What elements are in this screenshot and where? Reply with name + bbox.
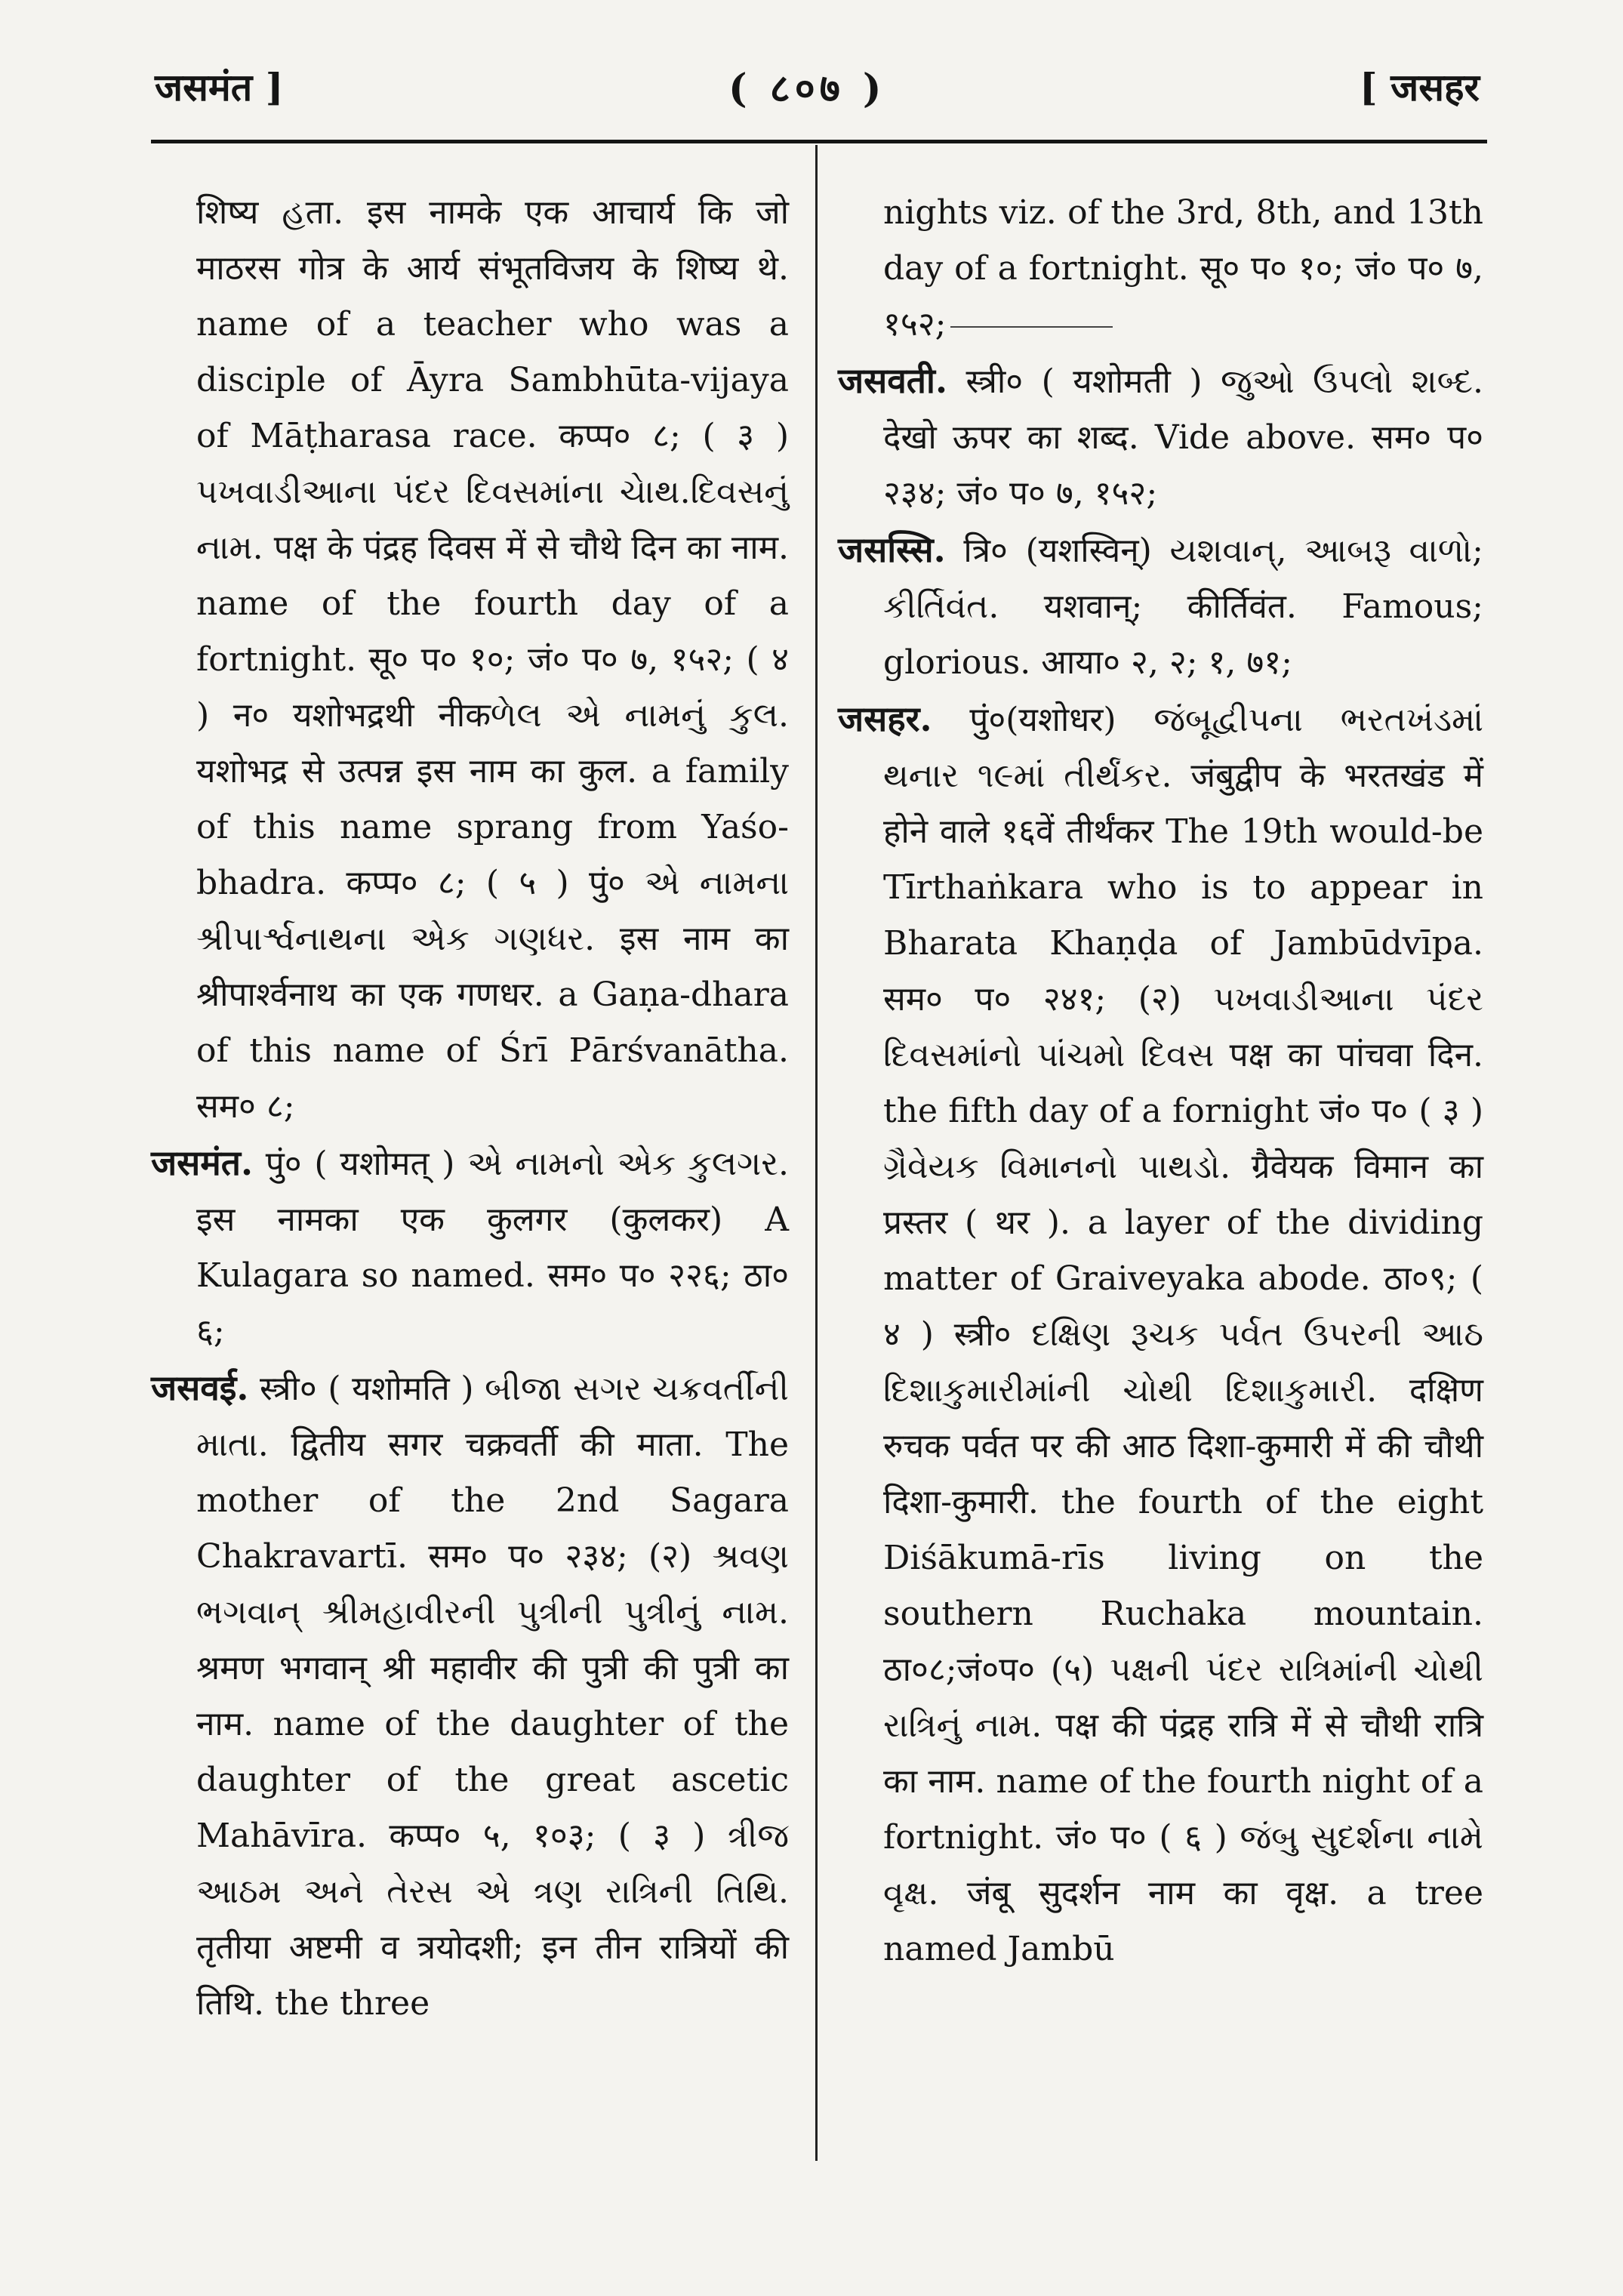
entry-jasamant [151,1135,789,1360]
entry-jasavati [838,353,1483,522]
entry-text: पुं०(यशोधर) જંબૂદ્વીપના ભરતખંડમાં થનાર ૧૯માં તીર્થંકર. जंबुद्वीप के भरतखंड में होने वाले १६वें तीर्थंकर The 19th would-be Tīrthaṅkara who is to appear in Bharata Khaṇḍa of Jambūdvīpa. सम० प० २४१; (२) પખવાડીઆના પંદર દિવસમાંનો પાંચમો દિવસ पक्ष का पांचवा दिन. the fifth day of a fornight जं० प० ( ३ ) ગ્રૈવેયક વિમાનનો પાથડો. ग्रैवेयक विमान का प्रस्तर ( थर ). a layer of the dividing matter of Graiveyaka abode. ठा०९; ( ४ ) स्त्री० દક્ષિણ રૂચક પર્વત ઉપરની આઠ દિશાકુમારીમાંની ચોથી દિશાકુમારી. दक्षिण रुचक पर्वत पर की आठ दिशा-कुमारी में की चौथी दिशा-कुमारी. the fourth of the eight Diśākumā-rīs living on the southern Ruchaka mountain. ठा०८;जं०प० (५) પક્ષની પંદર રાત્રિમાંની ચોથી રાત્રિનું નામ. पक्ष की पंद्रह रात्रि में से चौथी रात्रि का नाम. name of the fourth night of a fortnight. जं० प० ( ६ ) જંબુ સુદર્શના નામે વૃક્ષ. जंबू सुदर्शन नाम का वृक्ष. a tree named Jambū [883,701,1483,1968]
header-left-guideword: जसमंत ] [155,65,284,109]
page-header [155,45,1480,128]
header-rule [151,140,1487,143]
entry-jasahar [838,691,1483,1977]
entry-headword: जसहर. [838,698,932,739]
entry-headword: जसमंत. [151,1142,253,1183]
entry-text: शिष्य હता. इस नामके एक आचार्य कि जो माठरस गोत्र के आर्य संभूतविजय के शिष्य थे. name of a teacher who was a disciple of Āyra Sambhūta-vijaya of Māṭharasa race. कप्प० ८; ( ३ ) પખવાડીઆના પંદર દિવસમાંના ચેાથ.દિવસનું નામ. पक्ष के पंद्रह दिवस में से चौथे दिन का नाम. name of the fourth day of a fortnight. सू० प० १०; जं० प० ७, १५२; ( ४ ) न० यशोभद्रथी नीकળેલ એ નામનું કુલ. यशोभद्र से उत्पन्न इस नाम का कुल. a family of this name sprang from Yaśo-bhadra. कप्प० ८; ( ५ ) पुं० એ નામના શ્રીપાર્શ્વનાથના એક ગણધર. इस नाम का श्रीपार्श्वनाथ का एक गणधर. a Gaṇa-dhara of this name of Śrī Pārśvanātha. सम० ८; [196,193,789,1126]
entry-jasassi [838,522,1483,691]
entry-headword: जसस्सि. [838,529,946,570]
left-column [151,185,789,2032]
entry-text: स्त्री० ( यशोमति ) બીજા સગર ચક્રવર્તીની માતા. द्वितीय सगर चक्रवर्ती की माता. The mother of the 2nd Sagara Chakravartī. सम० प० २३४; (२) શ્રવણ ભગવાન્ શ્રીમહાવીરની પુત્રીની પુત્રીનું નામ. श्रमण भगवान् श्री महावीर की पुत्री की पुत्री का नाम. name of the daughter of the daughter of the great ascetic Mahāvīra. कप्प० ५, १०३; ( ३ ) ત્રીજ આઠમ અને તેરસ એ ત્રણ રાત્રિની તિથિ. तृतीया अष्टमी व त्रयोदशी; इन तीन रात्रियों की तिथि. the three [196,1370,789,2023]
entry-text: स्त्री० ( यशोमती ) જુઓ ઉપલો શબ્દ. देखो ऊपर का शब्द. Vide above. सम० प० २३४; जं० प० ७, १५२; [883,362,1483,513]
header-right-guideword: [ जसहर [1360,65,1480,109]
column-divider [815,145,818,2161]
entry-headword: जसवई. [151,1367,249,1408]
entry-continuation [151,185,789,1135]
entry-continuation [838,185,1483,353]
entry-jasavai [151,1360,789,2032]
entry-text: पुं० ( यशोमत् ) એ નામનો એક કુલગર. इस नामका एक कुलगर (कुलकर) A Kulagara so named. सम० प० २२६; ठा० ६; [196,1145,789,1351]
entry-headword: जसवती. [838,360,947,401]
right-column [838,185,1483,1977]
entry-text: nights viz. of the 3rd, 8th, and 13th day of a fortnight. सू० प० १०; जं० प० ७, १५२; [883,193,1483,344]
entry-text: त्रि० (यशस्विन्) યશવાન્, આબરૂ વાળો; કીર્તિવંત. यशवान्; कीर्तिवंत. Famous; glorious. आया० २, २; १, ७१; [883,532,1483,682]
end-rule [950,326,1113,328]
page-number: ( ८०७ ) [728,66,886,112]
